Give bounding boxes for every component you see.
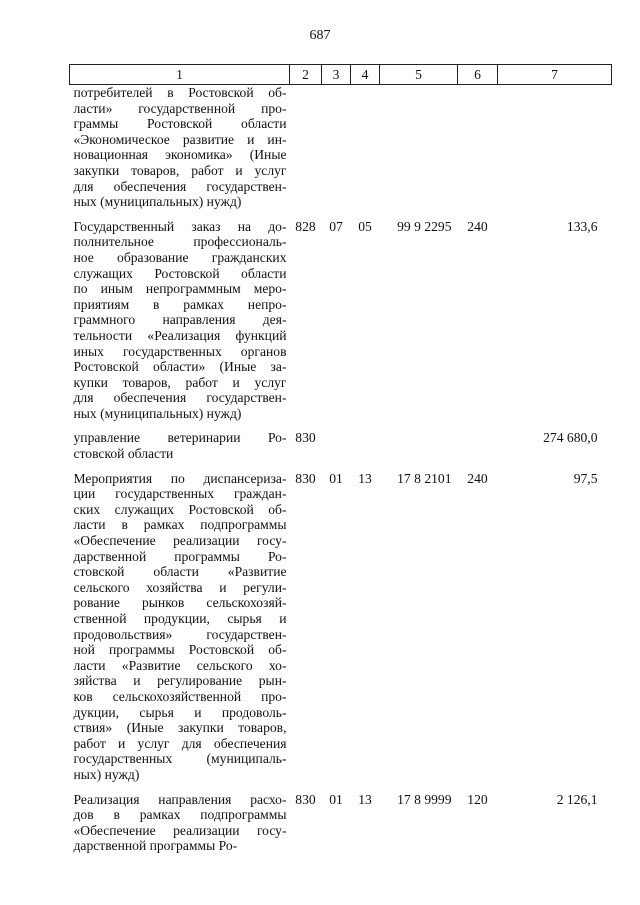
expense-name-line: ции государственных граждан- [73, 486, 287, 502]
expense-name-cell [70, 471, 290, 792]
section-code-cell: 01 [329, 470, 343, 486]
expense-name-cell [70, 219, 290, 431]
amount-cell: 2 126,1 [556, 791, 598, 807]
table-row [70, 471, 612, 792]
header-col-2: 2 [290, 65, 322, 85]
expense-name-line: ных (муниципальных) нужд) [73, 194, 242, 210]
header-col-3: 3 [322, 65, 351, 85]
expense-name-line: Реализация направления расхо- [73, 791, 287, 807]
expense-name-line: рование рынков сельскохозяй- [73, 595, 287, 611]
table-header-row [70, 65, 612, 85]
expense-name-line: ласти в рамках подпрограммы [73, 517, 287, 533]
expense-name-line: служащих Ростовской области [73, 265, 287, 281]
expense-name-line: «Обеспечение реализации госу- [73, 822, 287, 838]
table-row [70, 792, 612, 863]
expense-name-line: потребителей в Ростовской об- [73, 85, 287, 100]
expense-name-line: работ и услуг для обеспечения [73, 735, 287, 751]
expense-name-line: ласти «Развитие сельского хо- [73, 657, 287, 673]
target-article-cell: 99 9 2295 [397, 218, 452, 234]
ministry-code-cell: 830 [295, 430, 316, 446]
expense-name-line: купки товаров, работ и услуг [73, 374, 287, 390]
expense-name-line: ков сельскохозяйственной про- [73, 688, 287, 704]
table-row [70, 219, 612, 431]
expense-name-line: стовской области «Развитие [73, 564, 287, 580]
subsection-code-cell: 13 [358, 791, 372, 807]
expense-name-line: «Обеспечение реализации госу- [73, 533, 287, 549]
expense-type-cell [458, 85, 498, 219]
amount-cell [498, 85, 612, 219]
header-col-5: 5 [380, 65, 458, 85]
expense-name-line: ских служащих Ростовской об- [73, 501, 287, 517]
expense-type-cell [458, 430, 498, 470]
header-col-7: 7 [498, 65, 612, 85]
amount-cell: 274 680,0 [543, 430, 598, 446]
amount-cell: 133,6 [566, 218, 598, 234]
subsection-code-cell [351, 85, 380, 219]
expense-name-line: сельского хозяйства и регули- [73, 579, 287, 595]
ministry-code-cell: 828 [295, 218, 316, 234]
expense-name-line: ной программы Ростовской об- [73, 642, 287, 658]
expense-name-line: новационная экономика» (Иные [73, 147, 287, 163]
expense-name-line: стовской области [73, 446, 174, 462]
page-number: 687 [309, 28, 331, 43]
expense-name-line: ственной продукции, сырья и [73, 611, 287, 626]
expense-name-line: Государственный заказ на до- [73, 218, 287, 234]
expense-name-line: для обеспечения государствен- [73, 390, 287, 406]
subsection-code-cell [351, 430, 380, 470]
table-row [70, 430, 612, 470]
section-code-cell: 01 [329, 791, 343, 807]
header-col-1: 1 [70, 65, 290, 85]
target-article-cell [380, 430, 458, 470]
expense-name-line: Мероприятия по диспансериза- [73, 470, 287, 486]
expense-name-cell [70, 85, 290, 219]
expense-type-cell: 240 [467, 218, 488, 234]
header-col-4: 4 [351, 65, 380, 85]
section-code-cell [322, 430, 351, 470]
ministry-code-cell: 830 [295, 791, 316, 807]
expense-name-line: ное образование гражданских [73, 249, 287, 265]
target-article-cell: 17 8 9999 [397, 791, 452, 807]
expense-name-line: дукции, сырья и продоволь- [73, 704, 287, 720]
amount-cell: 97,5 [573, 470, 598, 486]
expense-name-line: Ростовской области» (Иные за- [73, 359, 287, 375]
expense-name-line: закупки товаров, работ и услуг [73, 162, 287, 178]
expense-name-line: для обеспечения государствен- [73, 178, 287, 194]
expense-type-cell: 240 [467, 470, 488, 486]
expense-name-line: управление ветеринарии Ро- [73, 430, 287, 446]
budget-table [69, 64, 612, 863]
ministry-code-cell: 830 [295, 470, 316, 486]
section-code-cell: 07 [329, 218, 343, 234]
subsection-code-cell: 13 [358, 470, 372, 486]
expense-name-line: по иным непрограммным меро- [73, 281, 287, 297]
section-code-cell [322, 85, 351, 219]
expense-name-line: иных государственных органов [73, 343, 287, 359]
expense-name-cell [70, 430, 290, 470]
target-article-cell [380, 85, 458, 219]
expense-name-line: приятиям в рамках непро- [73, 296, 287, 312]
expense-name-line: дарственной программы Ро- [73, 838, 238, 854]
table-row [70, 85, 612, 219]
subsection-code-cell: 05 [358, 218, 372, 234]
header-col-6: 6 [458, 65, 498, 85]
ministry-code-cell [290, 85, 322, 219]
expense-name-line: ных) нужд) [73, 766, 140, 782]
expense-name-line: дарственной программы Ро- [73, 548, 287, 564]
expense-name-line: граммы Ростовской области [73, 116, 287, 132]
expense-name-line: ласти» государственной про- [73, 100, 287, 116]
expense-name-line: тельности «Реализация функций [73, 327, 287, 343]
expense-name-line: продовольствия» государствен- [73, 626, 287, 642]
expense-name-line: ных (муниципальных) нужд) [73, 405, 242, 421]
expense-name-line: государственных (муниципаль- [73, 751, 287, 767]
expense-name-line: дов в рамках подпрограммы [73, 807, 287, 823]
expense-name-line: зяйства и регулирование рын- [73, 673, 287, 689]
expense-name-line: ствия» (Иные закупки товаров, [73, 720, 287, 736]
target-article-cell: 17 8 2101 [397, 470, 452, 486]
expense-type-cell: 120 [467, 791, 488, 807]
expense-name-line: граммного направления дея- [73, 312, 287, 328]
expense-name-line: полнительное профессиональ- [73, 234, 287, 250]
expense-name-line: «Экономическое развитие и ин- [73, 131, 287, 147]
expense-name-cell [70, 792, 290, 863]
